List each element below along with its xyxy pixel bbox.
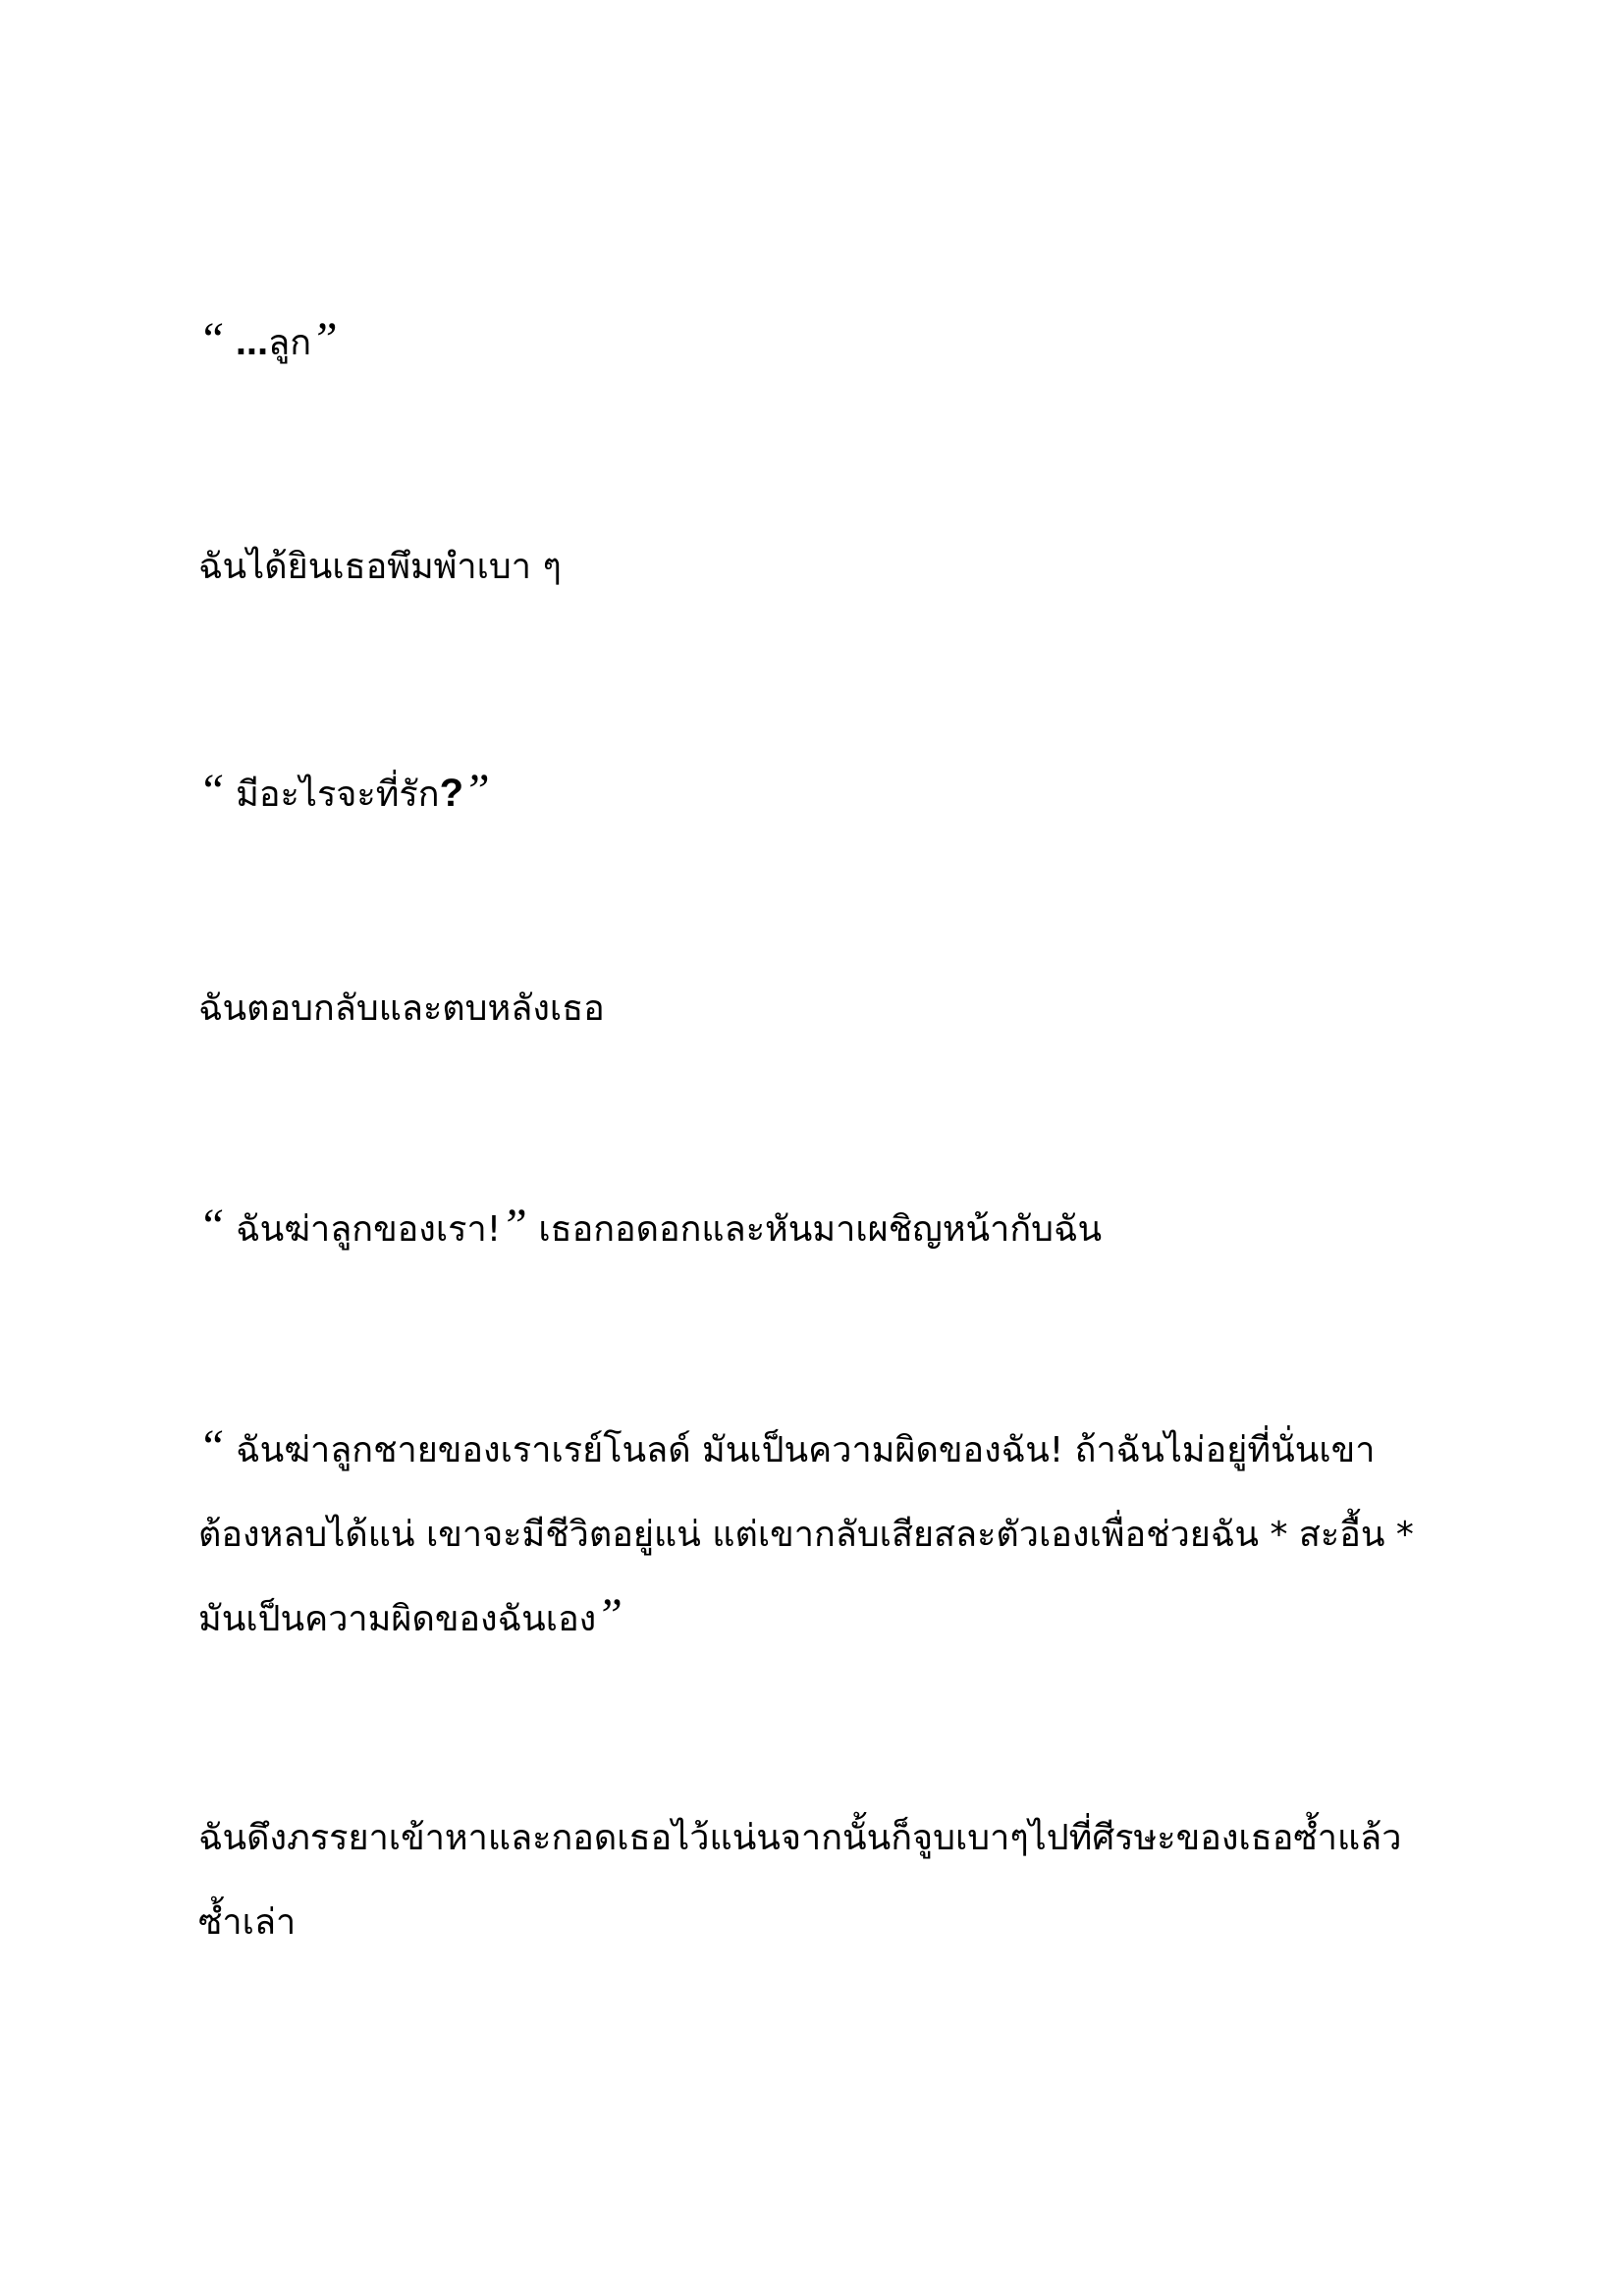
paragraph-dialogue-4 (198, 1409, 1426, 1662)
open-quote: “ (198, 765, 225, 817)
close-quote: ” (501, 1200, 527, 1252)
paragraph-text: ลูก (268, 323, 312, 363)
open-quote: “ (198, 1200, 225, 1252)
paragraph-text: ฉันฆ่าลูกของเรา! (224, 1209, 502, 1250)
paragraph-dialogue-2 (198, 751, 1426, 837)
open-quote: “ (198, 313, 225, 365)
paragraph-text: ฉันดึงภรรยาเข้าหาและกอดเธอไว้แน่นจากนั้นก็จูบเบาๆไปที่ศีรษะของเธอซ้ำแล้วซ้ำเล่า (198, 1818, 1402, 1943)
paragraph-text: มีอะไรจะที่รัก (224, 774, 440, 815)
close-quote: ” (463, 765, 490, 817)
paragraph-text: ฉันได้ยินเธอพึมพำเบา ๆ (198, 547, 562, 587)
open-quote: “ (198, 1420, 225, 1472)
paragraph-narration-1 (198, 525, 1426, 610)
paragraph-dialogue-3 (198, 1188, 1426, 1272)
ellipsis: ... (224, 320, 269, 363)
close-quote: ” (596, 1589, 623, 1641)
paragraph-dialogue-1 (198, 299, 1426, 386)
paragraph-text: ฉันฆ่าลูกชายของเราเรย์โนลด์ มันเป็นความผิดของฉัน! ถ้าฉันไม่อยู่ที่นั่นเขาต้องหลบได้แน่ เขาจะมีชีวิตอยู่แน่ แต่เขากลับเสียสละตัวเองเพื่อช่วยฉัน * สะอื้น * มันเป็นความผิดของฉันเอง (198, 1430, 1414, 1639)
question-mark: ? (439, 772, 464, 815)
paragraph-narration-2 (198, 967, 1426, 1051)
close-quote: ” (311, 313, 338, 365)
paragraph-text: ฉันตอบกลับและตบหลังเธอ (198, 988, 605, 1029)
paragraph-narration-tail: เธอกอดอกและหันมาเผชิญหน้ากับฉัน (526, 1209, 1103, 1250)
paragraph-narration-3 (198, 1796, 1426, 1965)
